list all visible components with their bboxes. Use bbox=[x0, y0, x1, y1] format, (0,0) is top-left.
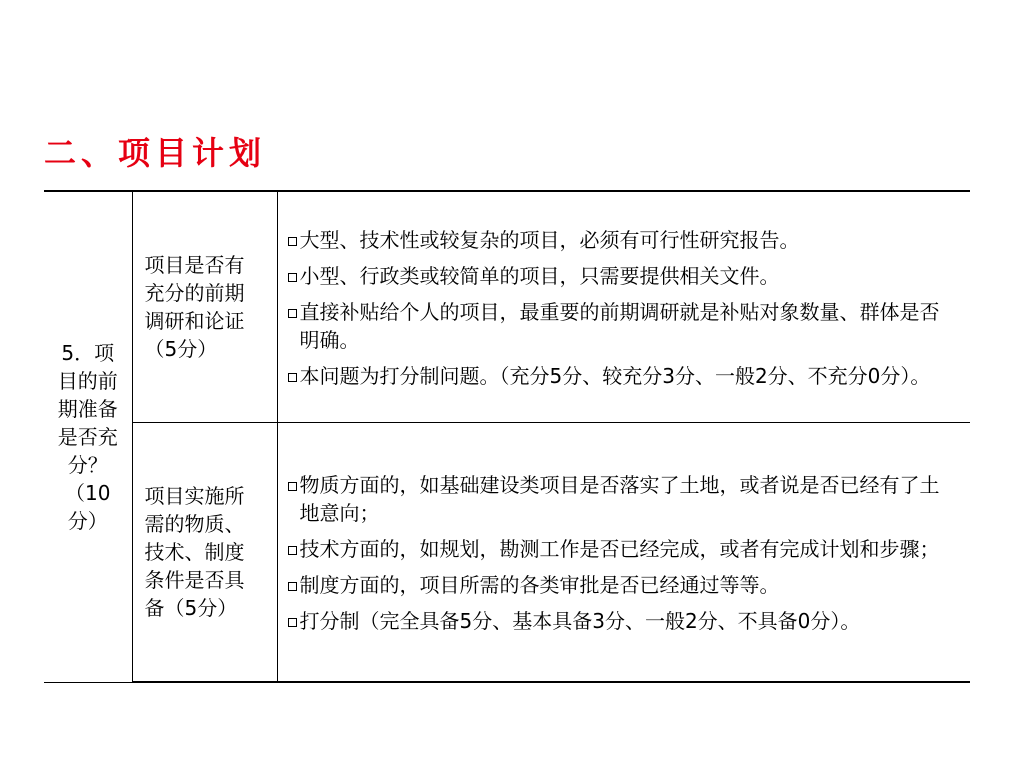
square-bullet-icon bbox=[288, 237, 297, 246]
project-plan-table bbox=[44, 190, 970, 683]
list-item: 物质方面的，如基础建设类项目是否落实了土地，或者说是否已经有了土地意向； bbox=[288, 471, 951, 527]
criterion-cell bbox=[44, 191, 132, 682]
square-bullet-icon bbox=[288, 273, 297, 282]
sub-criterion-text: 项目实施所需的物质、技术、制度条件是否具备（5分） bbox=[144, 483, 245, 620]
criterion-text: 5．项目的前期准备是否充分？（10分） bbox=[57, 340, 118, 533]
list-item: 打分制（完全具备5分、基本具备3分、一般2分、不具备0分）。 bbox=[288, 607, 951, 635]
sub-criterion-cell bbox=[132, 191, 277, 422]
list-item: 大型、技术性或较复杂的项目，必须有可行性研究报告。 bbox=[288, 226, 951, 254]
square-bullet-icon bbox=[288, 546, 297, 555]
square-bullet-icon bbox=[288, 309, 297, 318]
square-bullet-icon bbox=[288, 582, 297, 591]
list-item: 小型、行政类或较简单的项目，只需要提供相关文件。 bbox=[288, 262, 951, 290]
table-row bbox=[44, 422, 970, 682]
square-bullet-icon bbox=[288, 373, 297, 382]
list-item: 直接补贴给个人的项目，最重要的前期调研就是补贴对象数量、群体是否明确。 bbox=[288, 298, 951, 354]
details-cell bbox=[277, 191, 970, 422]
sub-criterion-text: 项目是否有充分的前期调研和论证（5分） bbox=[144, 252, 245, 361]
table-row bbox=[44, 191, 970, 422]
slide-title: 二、项目计划 bbox=[44, 134, 267, 172]
sub-criterion-cell bbox=[132, 422, 277, 682]
list-item: 本问题为打分制问题。（充分5分、较充分3分、一般2分、不充分0分）。 bbox=[288, 362, 951, 390]
list-item: 制度方面的，项目所需的各类审批是否已经通过等等。 bbox=[288, 571, 951, 599]
square-bullet-icon bbox=[288, 618, 297, 627]
list-item: 技术方面的，如规划，勘测工作是否已经完成，或者有完成计划和步骤； bbox=[288, 535, 951, 563]
details-cell bbox=[277, 422, 970, 682]
square-bullet-icon bbox=[288, 482, 297, 491]
